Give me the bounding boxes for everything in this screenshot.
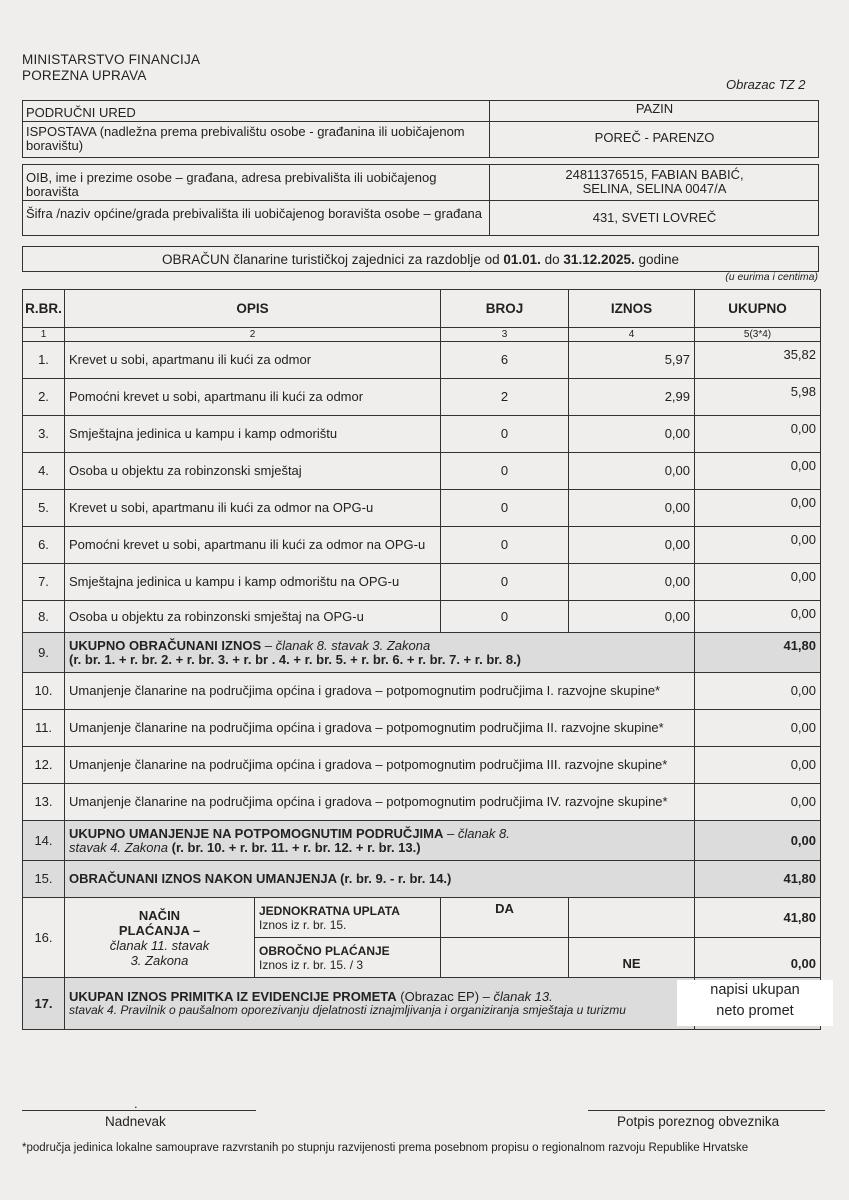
row-description: Umanjenje članarine na područjima općina i gradova – potpomognutim područjima III. razvojne skupine*	[65, 747, 695, 784]
table-row-total	[23, 821, 821, 861]
row-total: 0,00	[695, 416, 821, 453]
row-number: 17.	[23, 978, 65, 1030]
table-row-total	[23, 861, 821, 898]
oib-label: OIB, ime i prezime osobe – građana, adresa prebivališta ili uobičajenog boravišta	[26, 170, 437, 199]
calculation-title: OBRAČUN članarine turističkoj zajednici za razdoblje od 01.01. do 31.12.2025. godine	[161, 252, 680, 267]
form-code: Obrazac TZ 2	[726, 77, 806, 92]
divider	[22, 121, 819, 122]
row-total: 0,00	[695, 784, 821, 821]
table-row	[23, 710, 821, 747]
row-count: 0	[441, 490, 569, 527]
note-line1: napisi ukupan	[710, 982, 800, 998]
branch-label: ISPOSTAVA (nadležna prema prebivalištu osobe - građanina ili uobičajenom boravištu)	[26, 124, 465, 153]
period-to: 31.12.2025.	[563, 252, 635, 267]
regional-office-value: PAZIN	[635, 101, 674, 116]
row-count: 0	[441, 601, 569, 633]
row-description: Pomoćni krevet u sobi, apartmanu ili kući za odmor	[65, 379, 441, 416]
row-number: 15.	[23, 861, 65, 898]
row-number: 6.	[23, 527, 65, 564]
row-description: Umanjenje članarine na područjima općina i gradova – potpomognutim područjima I. razvojne skupine*	[65, 673, 695, 710]
row-description: Umanjenje članarine na područjima općina i gradova – potpomognutim područjima II. razvojne skupine*	[65, 710, 695, 747]
oib-value-line1: 24811376515, FABIAN BABIĆ,	[565, 167, 744, 182]
row14-description: UKUPNO UMANJENJE NA POTPOMOGNUTIM PODRUČJIMA – članak 8. stavak 4. Zakona (r. br. 10. + r. br. 11. + r. br. 12. + r. br. 13.)	[65, 821, 695, 861]
table-header-row	[23, 290, 821, 328]
row-number: 3.	[23, 416, 65, 453]
row-amount: 0,00	[569, 527, 695, 564]
row15-description: OBRAČUNANI IZNOS NAKON UMANJENJA (r. br. 9. - r. br. 14.)	[65, 861, 695, 898]
table-row	[23, 784, 821, 821]
row-total: 0,00	[695, 527, 821, 564]
row-number: 12.	[23, 747, 65, 784]
row-total: 0,00	[695, 673, 821, 710]
oib-value-line2: SELINA, SELINA 0047/A	[582, 181, 727, 196]
col-index: 1	[23, 328, 65, 342]
row-total: 0,00	[695, 490, 821, 527]
table-row	[23, 527, 821, 564]
row-total: 0,00	[695, 821, 821, 861]
row-count: 0	[441, 416, 569, 453]
row-total: 35,82	[695, 342, 821, 379]
row-number: 11.	[23, 710, 65, 747]
ministry-name: MINISTARSTVO FINANCIJA	[22, 52, 201, 67]
empty-cell	[569, 898, 695, 938]
table-row	[23, 379, 821, 416]
payment-method-single	[23, 898, 821, 938]
row-description: Krevet u sobi, apartmanu ili kući za odmor	[65, 342, 441, 379]
row-amount: 0,00	[569, 453, 695, 490]
date-signature-line	[22, 1110, 256, 1111]
row-description: Smještajna jedinica u kampu i kamp odmorištu	[65, 416, 441, 453]
calculation-table	[22, 289, 821, 1030]
empty-cell	[441, 938, 569, 978]
row-total: 41,80	[695, 633, 821, 673]
installment-value: 0,00	[695, 938, 821, 978]
table-row	[23, 416, 821, 453]
row-total: 0,00	[695, 601, 821, 633]
row-total: 0,00	[695, 710, 821, 747]
header-iznos: IZNOS	[569, 290, 695, 328]
row-amount: 0,00	[569, 416, 695, 453]
row-total: 0,00	[695, 747, 821, 784]
row-description: Krevet u sobi, apartmanu ili kući za odmor na OPG-u	[65, 490, 441, 527]
tax-office-name: POREZNA UPRAVA	[22, 68, 147, 83]
row-total: 5,98	[695, 379, 821, 416]
table-row	[23, 747, 821, 784]
single-payment-answer: DA	[441, 898, 569, 938]
row-description: Osoba u objektu za robinzonski smještaj	[65, 453, 441, 490]
table-row	[23, 564, 821, 601]
table-row	[23, 342, 821, 379]
taxpayer-signature-line	[588, 1110, 825, 1111]
row-amount: 5,97	[569, 342, 695, 379]
row-count: 0	[441, 564, 569, 601]
payment-method-label: NAČIN PLAĆANJA – članak 11. stavak 3. Zakona	[65, 898, 255, 978]
row-description: Smještajna jedinica u kampu i kamp odmorištu na OPG-u	[65, 564, 441, 601]
row-amount: 0,00	[569, 564, 695, 601]
header-opis: OPIS	[65, 290, 441, 328]
row-number: 4.	[23, 453, 65, 490]
row9-description: UKUPNO OBRAČUNANI IZNOS – članak 8. stavak 3. Zakona (r. br. 1. + r. br. 2. + r. br. 3. + r. br . 4. + r. br. 5. + r. br. 6. + r. br. 7. + r. br. 8.)	[65, 633, 695, 673]
currency-note: (u eurima i centima)	[725, 271, 818, 283]
municipality-value: 431, SVETI LOVREČ	[592, 210, 717, 225]
table-row	[23, 453, 821, 490]
row-number: 1.	[23, 342, 65, 379]
installment-answer: NE	[569, 938, 695, 978]
column-index-row	[23, 328, 821, 342]
document-header	[22, 52, 200, 84]
note-line2: neto promet	[716, 1003, 794, 1019]
table-row	[23, 673, 821, 710]
footnote: *područja jedinica lokalne samouprave razvrstanih po stupnju razvijenosti prema posebnom propisu o regionalnom razvoju Republike Hrvatske	[22, 1142, 749, 1154]
period-from: 01.01.	[503, 252, 541, 267]
row-count: 6	[441, 342, 569, 379]
row-number: 16.	[23, 898, 65, 978]
col-index: 4	[569, 328, 695, 342]
date-label: Nadnevak	[105, 1114, 166, 1129]
col-index: 2	[65, 328, 441, 342]
row-amount: 0,00	[569, 490, 695, 527]
single-payment-value: 41,80	[695, 898, 821, 938]
row-total: 0,00	[695, 564, 821, 601]
installment-label: OBROČNO PLAĆANJE Iznos iz r. br. 15. / 3	[255, 938, 441, 978]
table-row	[23, 601, 821, 633]
row-number: 14.	[23, 821, 65, 861]
note-box	[677, 980, 833, 1026]
row-number: 5.	[23, 490, 65, 527]
row-number: 13.	[23, 784, 65, 821]
row-number: 9.	[23, 633, 65, 673]
branch-value: POREČ - PARENZO	[594, 130, 715, 145]
single-payment-label: JEDNOKRATNA UPLATA Iznos iz r. br. 15.	[255, 898, 441, 938]
row-description: Pomoćni krevet u sobi, apartmanu ili kući za odmor na OPG-u	[65, 527, 441, 564]
taxpayer-signature-label: Potpis poreznog obveznika	[617, 1114, 780, 1129]
header-broj: BROJ	[441, 290, 569, 328]
row-count: 0	[441, 527, 569, 564]
row-number: 2.	[23, 379, 65, 416]
row-number: 7.	[23, 564, 65, 601]
table-row-total	[23, 633, 821, 673]
header-rbr: R.BR.	[23, 290, 65, 328]
row-amount: 2,99	[569, 379, 695, 416]
divider	[22, 200, 819, 201]
row-total: 41,80	[695, 861, 821, 898]
row-description: Osoba u objektu za robinzonski smještaj na OPG-u	[65, 601, 441, 633]
row-count: 0	[441, 453, 569, 490]
col-index: 3	[441, 328, 569, 342]
col-index: 5(3*4)	[695, 328, 821, 342]
row17-description: UKUPAN IZNOS PRIMITKA IZ EVIDENCIJE PROMETA (Obrazac EP) – članak 13. stavak 4. Pravilnik o paušalnom oporezivanju djelatnosti iznajmljivanja i organiziranja smještaja u turizmu	[65, 978, 695, 1030]
row-count: 2	[441, 379, 569, 416]
row-amount: 0,00	[569, 601, 695, 633]
row-description: Umanjenje članarine na područjima općina i gradova – potpomognutim područjima IV. razvojne skupine*	[65, 784, 695, 821]
date-dot: .	[134, 1096, 138, 1111]
row-total: 0,00	[695, 453, 821, 490]
municipality-label: Šifra /naziv općine/grada prebivališta ili uobičajenog boravišta osobe – građana	[26, 206, 483, 221]
table-row	[23, 490, 821, 527]
row-number: 8.	[23, 601, 65, 633]
regional-office-label: PODRUČNI URED	[26, 105, 136, 120]
header-ukupno: UKUPNO	[695, 290, 821, 328]
row-number: 10.	[23, 673, 65, 710]
